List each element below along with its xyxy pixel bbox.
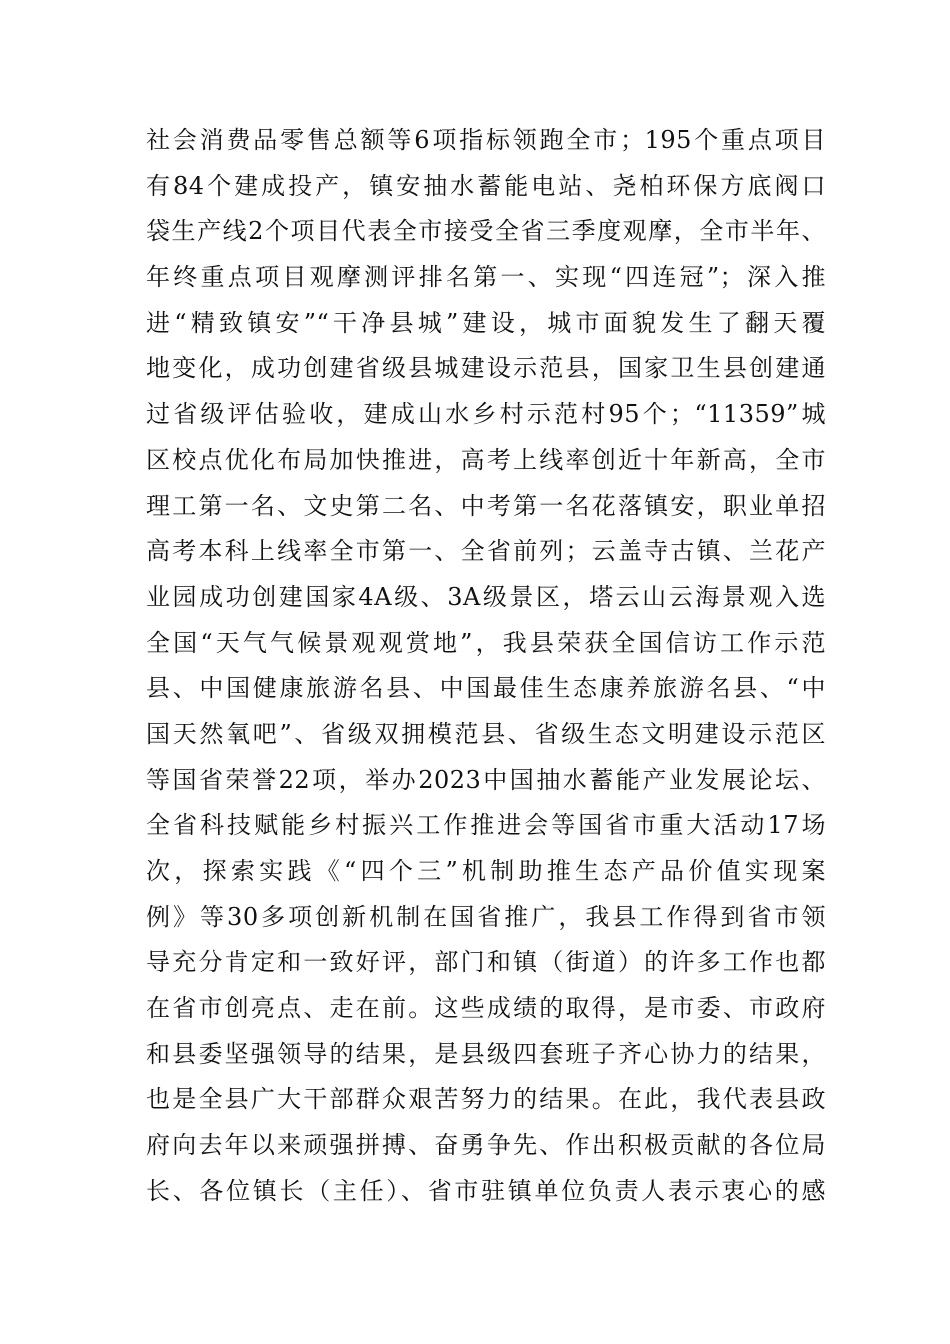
text-line: 年终重点项目观摩测评排名第一、实现“四连冠”；深入推: [146, 263, 826, 292]
text-line: 全省科技赋能乡村振兴工作推进会等国省市重大活动17场: [146, 811, 826, 840]
text-line: 社会消费品零售总额等6项指标领跑全市；195个重点项目: [146, 126, 826, 154]
text-line: 区校点优化布局加快推进，高考上线率创近十年新高，全市: [146, 445, 826, 474]
text-line: 理工第一名、文史第二名、中考第一名花落镇安，职业单招: [146, 491, 826, 520]
text-line: 地变化，成功创建省级县城建设示范县，国家卫生县创建通: [146, 354, 826, 383]
text-line: 国天然氧吧”、省级双拥模范县、省级生态文明建设示范区: [146, 719, 826, 748]
text-line: 有84个建成投产，镇安抽水蓄能电站、尧柏环保方底阀口: [146, 171, 826, 200]
text-line: 全国“天气气候景观观赏地”，我县荣获全国信访工作示范: [146, 628, 826, 657]
text-line: 和县委坚强领导的结果，是县级四套班子齐心协力的结果，: [146, 1039, 826, 1068]
text-line: 例》等30多项创新机制在国省推广，我县工作得到省市领: [146, 902, 826, 931]
text-line: 长、各位镇长（主任）、省市驻镇单位负责人表示衷心的感: [146, 1176, 826, 1205]
text-line: 县、中国健康旅游名县、中国最佳生态康养旅游名县、“中: [146, 674, 826, 703]
text-line: 也是全县广大干部群众艰苦努力的结果。在此，我代表县政: [146, 1085, 826, 1114]
text-line: 进“精致镇安”“干净县城”建设，城市面貌发生了翻天覆: [146, 308, 826, 337]
text-line: 业园成功创建国家4A级、3A级景区，塔云山云海景观入选: [146, 582, 826, 611]
body-paragraph: [146, 118, 826, 1215]
text-line: 高考本科上线率全市第一、全省前列；云盖寺古镇、兰花产: [146, 537, 826, 566]
text-line: 等国省荣誉22项，举办2023中国抽水蓄能产业发展论坛、: [146, 765, 826, 794]
text-line: 导充分肯定和一致好评，部门和镇（街道）的许多工作也都: [146, 948, 826, 977]
text-line: 过省级评估验收，建成山水乡村示范村95个；“11359”城: [146, 400, 826, 429]
text-line: 袋生产线2个项目代表全市接受全省三季度观摩，全市半年、: [146, 217, 826, 246]
text-line: 在省市创亮点、走在前。这些成绩的取得，是市委、市政府: [146, 994, 826, 1023]
text-line: 府向去年以来顽强拼搏、奋勇争先、作出积极贡献的各位局: [146, 1131, 826, 1160]
text-line: 次，探索实践《“四个三”机制助推生态产品价值实现案: [146, 857, 826, 885]
